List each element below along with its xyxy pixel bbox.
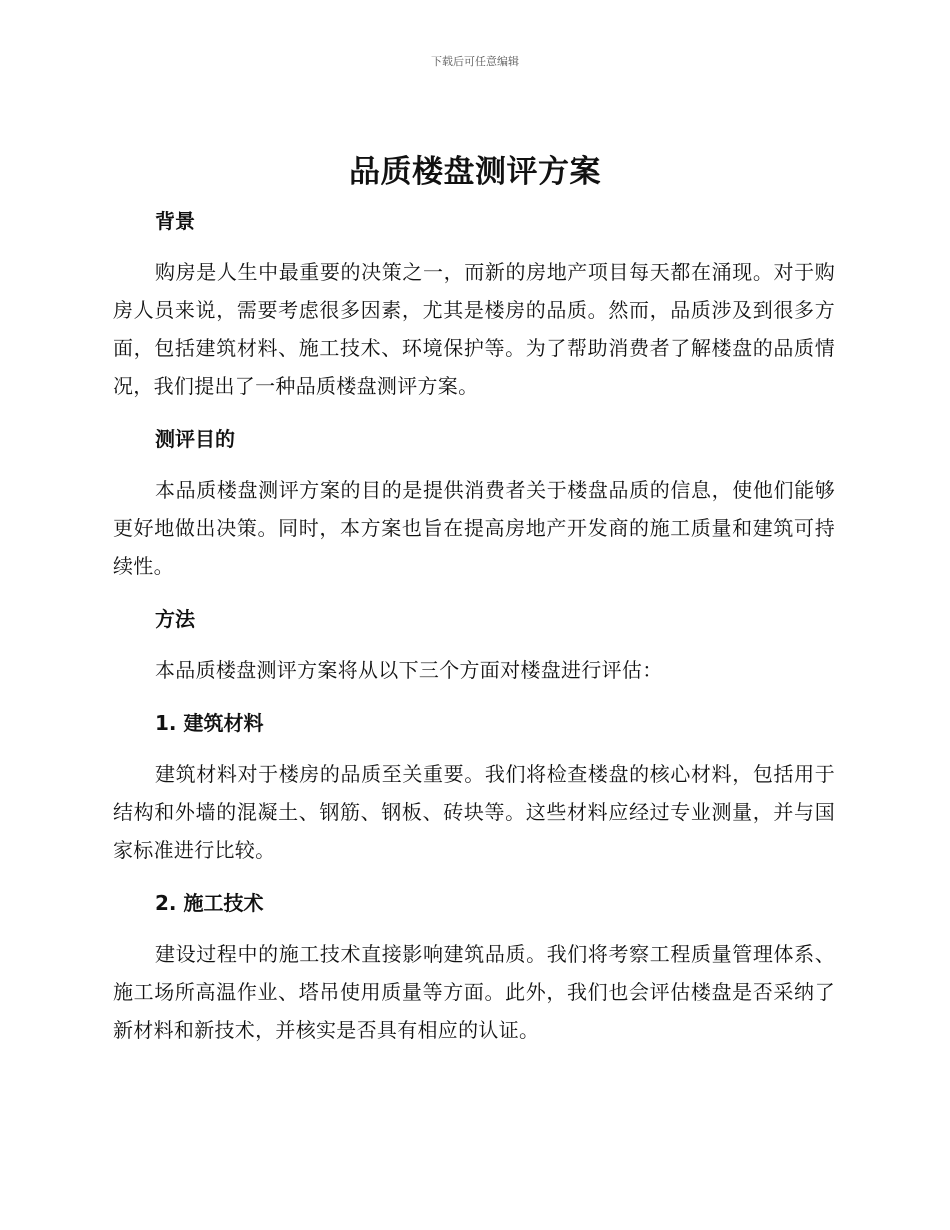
document-title: 品质楼盘测评方案 <box>349 154 601 190</box>
section-paragraph-materials: 建筑材料对于楼房的品质至关重要。我们将检查楼盘的核心材料，包括用于结构和外墙的混凝土、钢筋、钢板、砖块等。这些材料应经过专业测量，并与国家标准进行比较。 <box>113 762 835 862</box>
section-heading-construction: 2. 施工技术 <box>155 891 264 915</box>
section-paragraph-construction: 建设过程中的施工技术直接影响建筑品质。我们将考察工程质量管理体系、施工场所高温作业、塔吊使用质量等方面。此外，我们也会评估楼盘是否采纳了新材料和新技术，并核实是否具有相应的认证。 <box>113 942 835 1042</box>
section-paragraph-method: 本品质楼盘测评方案将从以下三个方面对楼盘进行评估： <box>155 658 663 682</box>
section-heading-purpose: 测评目的 <box>155 427 235 451</box>
section-heading-method: 方法 <box>155 607 195 631</box>
section-heading-background: 背景 <box>155 209 195 233</box>
section-paragraph-purpose: 本品质楼盘测评方案的目的是提供消费者关于楼盘品质的信息，使他们能够更好地做出决策。同时，本方案也旨在提高房地产开发商的施工质量和建筑可持续性。 <box>113 478 835 578</box>
section-paragraph-background: 购房是人生中最重要的决策之一，而新的房地产项目每天都在涌现。对于购房人员来说，需要考虑很多因素，尤其是楼房的品质。然而，品质涉及到很多方面，包括建筑材料、施工技术、环境保护等。为了帮助消费者了解楼盘的品质情况，我们提出了一种品质楼盘测评方案。 <box>113 260 835 398</box>
header-note: 下载后可任意编辑 <box>431 55 519 68</box>
section-heading-materials: 1. 建筑材料 <box>155 711 264 735</box>
document-body <box>113 197 835 1049</box>
